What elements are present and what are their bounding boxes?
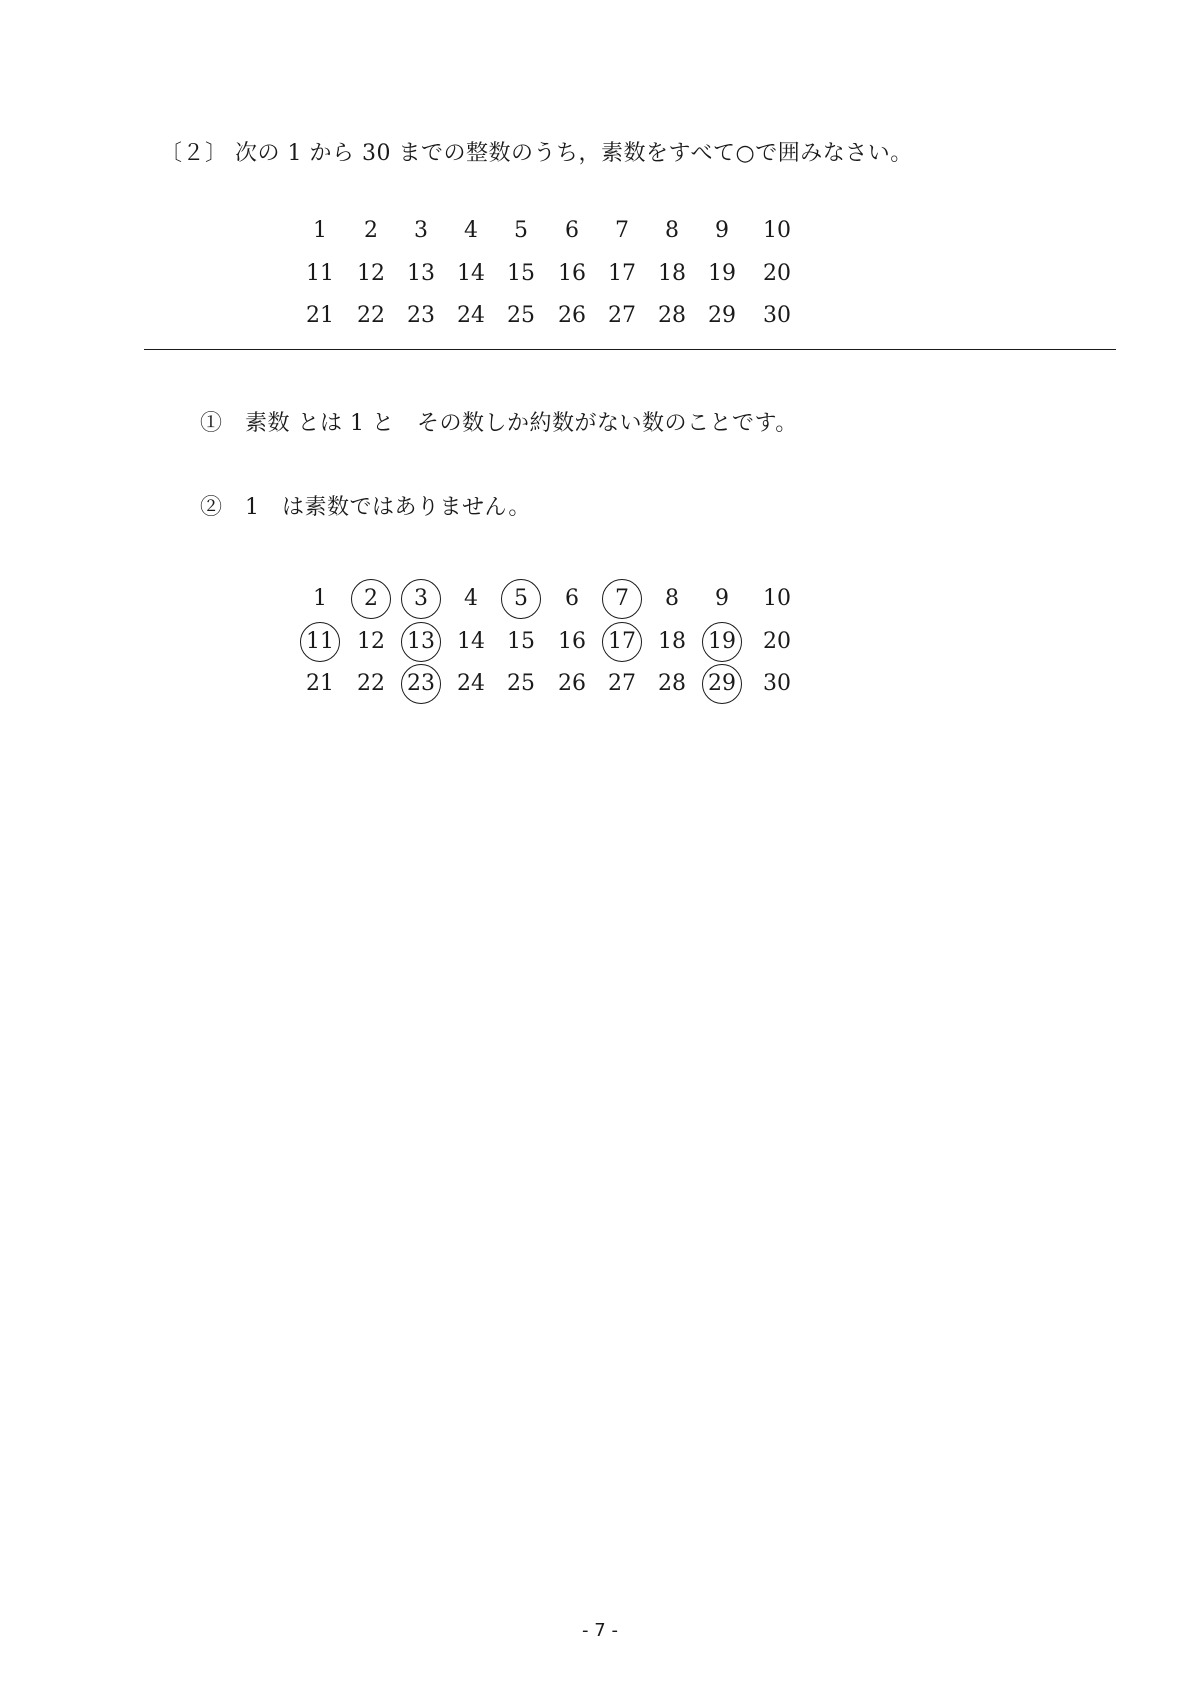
answer-number: 17 — [592, 627, 652, 657]
answer-number: 10 — [763, 586, 791, 611]
problem-number: 27 — [608, 303, 636, 328]
problem-number: 6 — [565, 218, 579, 243]
problem-number: 29 — [708, 303, 736, 328]
problem-number: 8 — [665, 218, 679, 243]
problem-number: 13 — [407, 261, 435, 286]
answer-number-grid — [0, 584, 1200, 714]
problem-number: 5 — [514, 218, 528, 243]
problem-number: 23 — [407, 303, 435, 328]
answer-number: 30 — [763, 671, 791, 696]
note-2: ② 1 は素数ではありません。 — [200, 495, 531, 520]
answer-number: 11 — [290, 627, 350, 657]
answer-number: 21 — [306, 671, 334, 696]
answer-number: 4 — [464, 586, 478, 611]
problem-number: 1 — [313, 218, 327, 243]
answer-number: 25 — [507, 671, 535, 696]
answer-number: 26 — [558, 671, 586, 696]
question-text: 〔２〕 次の 1 から 30 までの整数のうち，素数をすべて○で囲みなさい。 — [160, 141, 913, 166]
problem-number: 22 — [357, 303, 385, 328]
problem-number: 7 — [615, 218, 629, 243]
answer-number: 14 — [457, 629, 485, 654]
answer-number: 18 — [658, 629, 686, 654]
note-1: ① 素数 とは 1 と その数しか約数がない数のことです。 — [200, 411, 798, 436]
problem-number: 21 — [306, 303, 334, 328]
problem-number: 2 — [364, 218, 378, 243]
answer-number: 23 — [391, 669, 451, 699]
problem-number: 26 — [558, 303, 586, 328]
answer-number: 9 — [715, 586, 729, 611]
divider-line — [144, 349, 1116, 350]
problem-number: 18 — [658, 261, 686, 286]
answer-number: 29 — [692, 669, 752, 699]
answer-number: 7 — [592, 584, 652, 614]
problem-number: 28 — [658, 303, 686, 328]
answer-number: 1 — [313, 586, 327, 611]
answer-number: 2 — [341, 584, 401, 614]
answer-number: 22 — [357, 671, 385, 696]
answer-number: 19 — [692, 627, 752, 657]
answer-number: 12 — [357, 629, 385, 654]
answer-number: 24 — [457, 671, 485, 696]
page-number: - 7 - — [582, 1620, 618, 1641]
problem-number: 30 — [763, 303, 791, 328]
problem-number: 11 — [306, 261, 334, 286]
answer-number: 5 — [491, 584, 551, 614]
answer-number: 6 — [565, 586, 579, 611]
problem-number: 15 — [507, 261, 535, 286]
problem-number: 17 — [608, 261, 636, 286]
answer-number: 3 — [391, 584, 451, 614]
answer-number: 16 — [558, 629, 586, 654]
answer-number: 13 — [391, 627, 451, 657]
problem-number: 4 — [464, 218, 478, 243]
problem-number: 12 — [357, 261, 385, 286]
problem-number: 24 — [457, 303, 485, 328]
answer-number: 8 — [665, 586, 679, 611]
problem-number: 19 — [708, 261, 736, 286]
problem-number: 20 — [763, 261, 791, 286]
problem-number: 9 — [715, 218, 729, 243]
problem-number: 16 — [558, 261, 586, 286]
answer-number: 15 — [507, 629, 535, 654]
problem-number: 10 — [763, 218, 791, 243]
problem-number: 25 — [507, 303, 535, 328]
answer-number: 20 — [763, 629, 791, 654]
problem-number: 3 — [414, 218, 428, 243]
problem-number: 14 — [457, 261, 485, 286]
answer-number: 28 — [658, 671, 686, 696]
answer-number: 27 — [608, 671, 636, 696]
problem-number-grid — [0, 216, 1200, 346]
